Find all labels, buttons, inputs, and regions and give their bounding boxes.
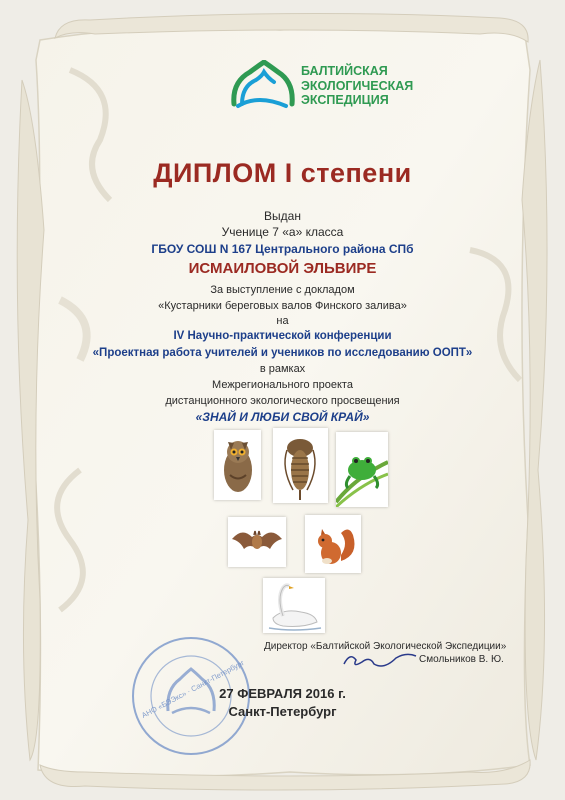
project-name: «ЗНАЙ И ЛЮБИ СВОЙ КРАЙ» [195,410,370,424]
conference-name: IV Научно-практической конференции [173,330,392,342]
expedition-logo-icon [228,60,300,112]
organization-name [301,64,413,108]
owl-card [214,430,261,500]
diploma-title: ДИПЛОМ I степени [153,158,412,188]
student-class: Ученице 7 «а» класса [221,225,344,239]
conference-title: «Проектная работа учителей и учеников по исследованию ООПТ» [92,347,473,359]
within-label: в рамках [259,363,306,375]
squirrel-icon [305,515,361,573]
director-name: Смольников В. Ю. [419,654,504,665]
owl-icon [214,430,261,500]
issue-city: Санкт-Петербург [228,704,337,719]
frog-icon [336,432,388,507]
trilobite-icon [273,428,328,503]
project-line-1: Межрегионального проекта [212,379,353,391]
school-name: ГБОУ СОШ N 167 Центрального района СПб [151,242,414,256]
report-title: «Кустарники береговых валов Финского залива» [158,300,407,312]
organization-line-1: БАЛТИЙСКАЯ [301,64,388,78]
signature-icon [340,648,420,672]
for-report-label: За выступление с докладом [210,284,355,296]
squirrel-card [305,515,361,573]
organization-line-3: ЭКСПЕДИЦИЯ [301,93,389,107]
frog-card [336,432,388,507]
issue-date: 27 ФЕВРАЛЯ 2016 г. [219,686,346,701]
bat-icon [228,517,286,567]
trilobite-card [273,428,328,503]
swan-card [263,578,325,633]
at-label: на [276,315,289,327]
organization-line-2: ЭКОЛОГИЧЕСКАЯ [301,78,414,93]
project-line-2: дистанционного экологического просвещения [165,395,400,407]
director-title: Директор «Балтийской Экологической Экспедиции» [264,641,507,652]
bat-card [228,517,286,567]
recipient-name: ИСМАИЛОВОЙ ЭЛЬВИРЕ [188,260,377,277]
issued-label: Выдан [264,209,301,223]
stamp-text: АНО «БЭЭкс» · Санкт-Петербург [140,658,246,720]
swan-icon [263,578,325,633]
